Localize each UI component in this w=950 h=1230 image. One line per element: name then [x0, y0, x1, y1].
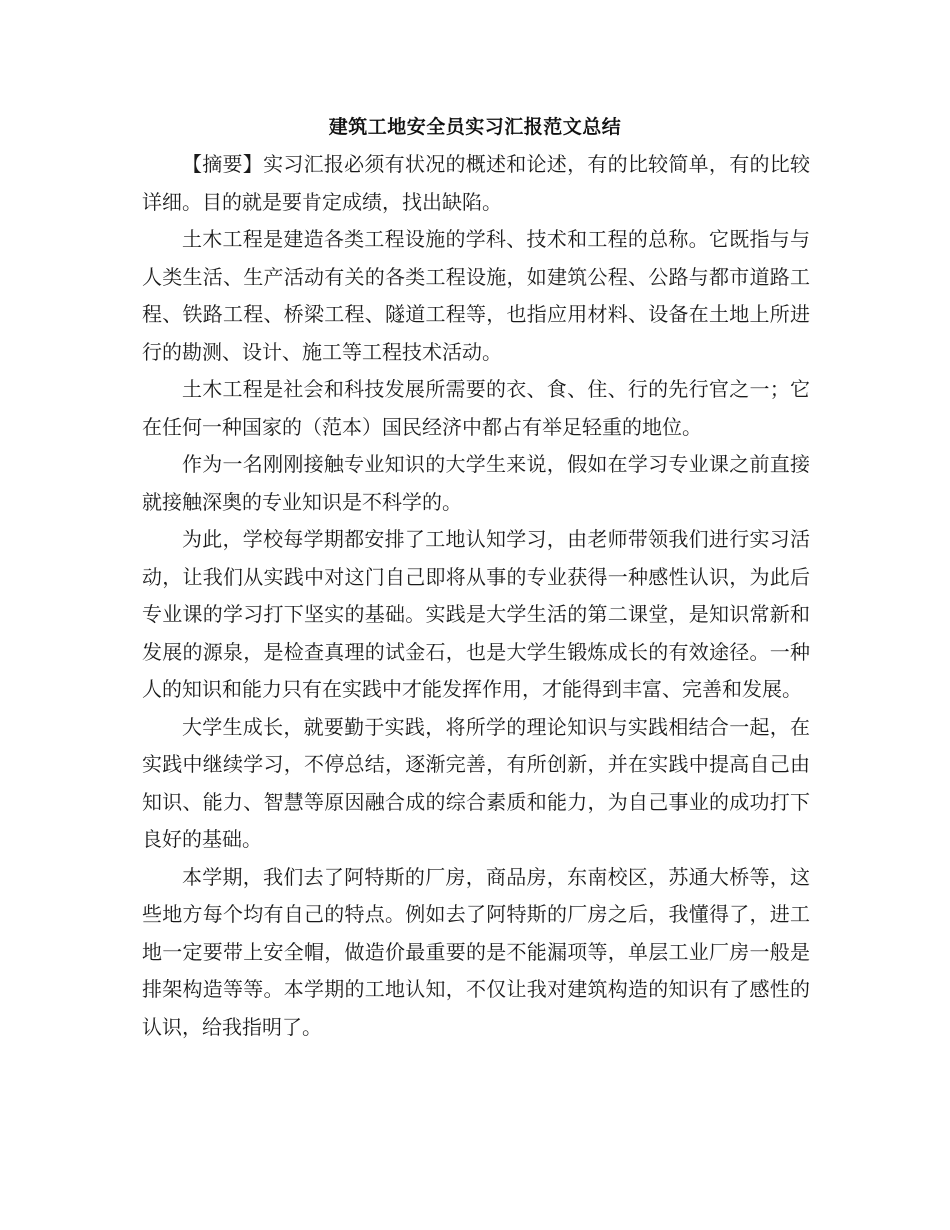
paragraph-site-visits: 本学期，我们去了阿特斯的厂房，商品房，东南校区，苏通大桥等，这些地方每个均有自己的特点。例如去了阿特斯的厂房之后，我懂得了，进工地一定要带上安全帽，做造价最重要的是不能漏项等，单层工业厂房一般是排架构造等等。本学期的工地认知，不仅让我对建筑构造的知识有了感性的认识，给我指明了。 — [142, 864, 810, 1039]
paragraph-site-learning: 为此，学校每学期都安排了工地认知学习，由老师带领我们进行实习活动，让我们从实践中对这门自己即将从事的专业获得一种感性认识，为此后专业课的学习打下坚实的基础。实践是大学生活的第二课堂，是知识常新和发展的源泉，是检查真理的试金石，也是大学生锻炼成长的有效途径。一种人的知识和能力只有在实践中才能发挥作用，才能得到丰富、完善和发展。 — [142, 527, 810, 701]
paragraph-civil-engineering-definition: 土木工程是建造各类工程设施的学科、技术和工程的总称。它既指与与人类生活、生产活动有关的各类工程设施，如建筑公程、公路与都市道路工程、铁路工程、桥梁工程、隧道工程等，也指应用材料、设备在土地上所进行的勘测、设计、施工等工程技术活动。 — [142, 227, 810, 364]
paragraph-student-perspective: 作为一名刚刚接触专业知识的大学生来说，假如在学习专业课之前直接就接触深奥的专业知识是不科学的。 — [142, 452, 810, 514]
document-body — [142, 146, 810, 1046]
paragraph-civil-engineering-importance: 土木工程是社会和科技发展所需要的衣、食、住、行的先行官之一；它在任何一种国家的（范本）国民经济中都占有举足轻重的地位。 — [142, 377, 810, 439]
paragraph-student-growth: 大学生成长，就要勤于实践，将所学的理论知识与实践相结合一起，在实践中继续学习，不停总结，逐渐完善，有所创新，并在实践中提高自己由知识、能力、智慧等原因融合成的综合素质和能力，为自己事业的成功打下良好的基础。 — [142, 714, 810, 851]
document-title: 建筑工地安全员实习汇报范文总结 — [328, 116, 622, 138]
paragraph-abstract: 【摘要】实习汇报必须有状况的概述和论述，有的比较简单，有的比较详细。目的就是要肯定成绩，找出缺陷。 — [142, 152, 810, 214]
